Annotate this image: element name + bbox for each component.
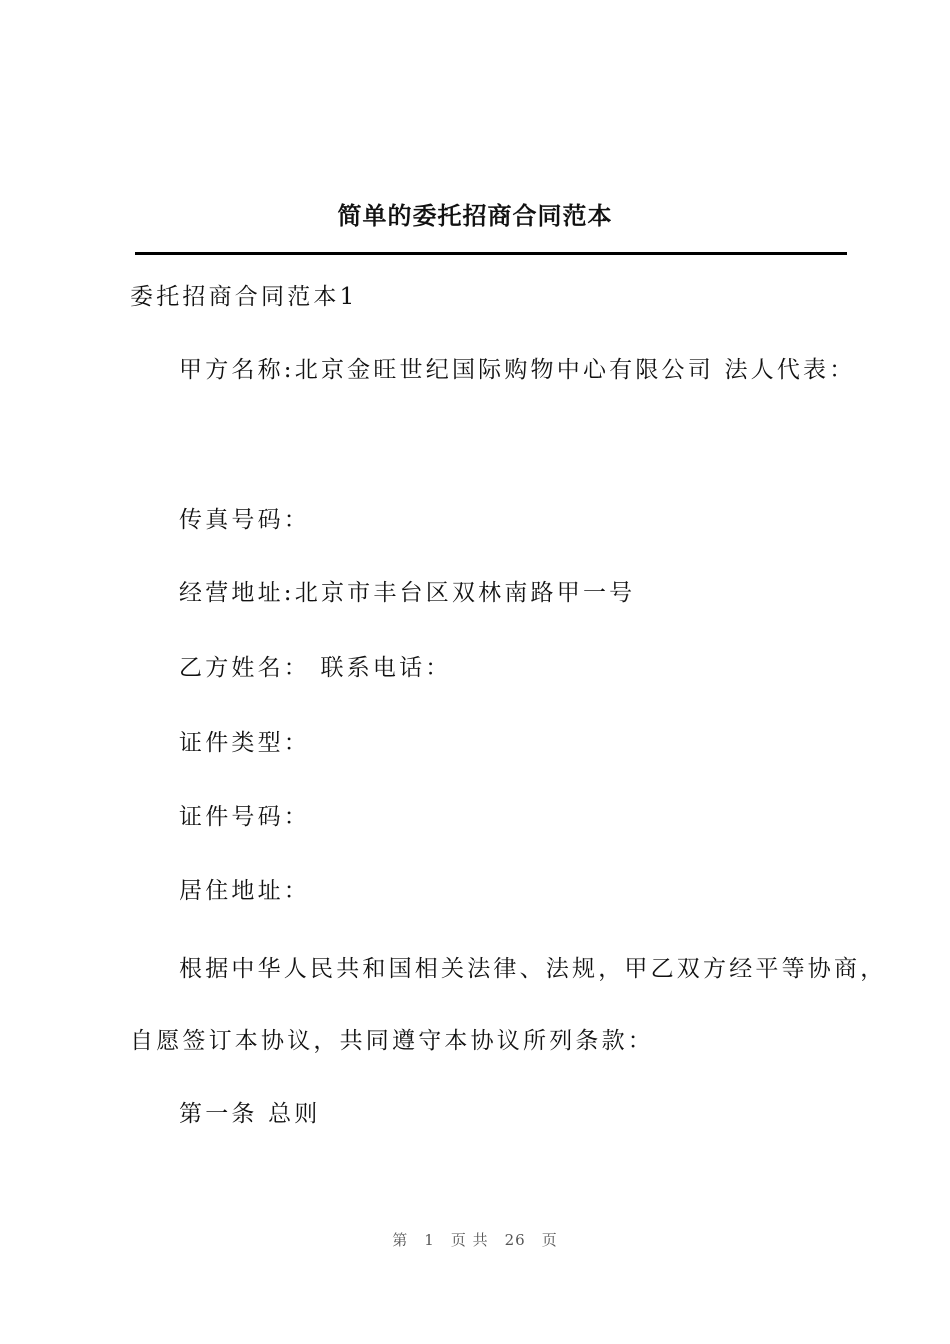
business-address-line: 经营地址:北京市丰台区双林南路甲一号 [179,580,636,606]
document-title: 简单的委托招商合同范本 [337,201,613,230]
footer-middle: 页 共 [450,1231,489,1249]
section-heading: 委托招商合同范本1 [130,284,358,310]
footer-current-page: 1 [424,1231,435,1249]
id-number-line: 证件号码： [179,804,310,830]
title-divider [135,252,847,255]
residence-address-line: 居住地址： [179,878,310,904]
party-b-name-line: 乙方姓名： 联系电话： [179,655,452,681]
page-footer [0,1229,950,1250]
preamble-line-2: 自愿签订本协议，共同遵守本协议所列条款： [130,1028,654,1054]
footer-prefix: 第 [392,1231,409,1249]
article-1-heading: 第一条 总则 [179,1101,321,1127]
footer-total-pages: 26 [504,1231,526,1249]
footer-suffix: 页 [541,1231,558,1249]
id-type-line: 证件类型： [179,730,310,756]
party-a-name-line: 甲方名称:北京金旺世纪国际购物中心有限公司 法人代表： [179,357,856,383]
preamble-line-1: 根据中华人民共和国相关法律、法规，甲乙双方经平等协商， [179,956,887,982]
fax-line: 传真号码： [179,507,310,533]
